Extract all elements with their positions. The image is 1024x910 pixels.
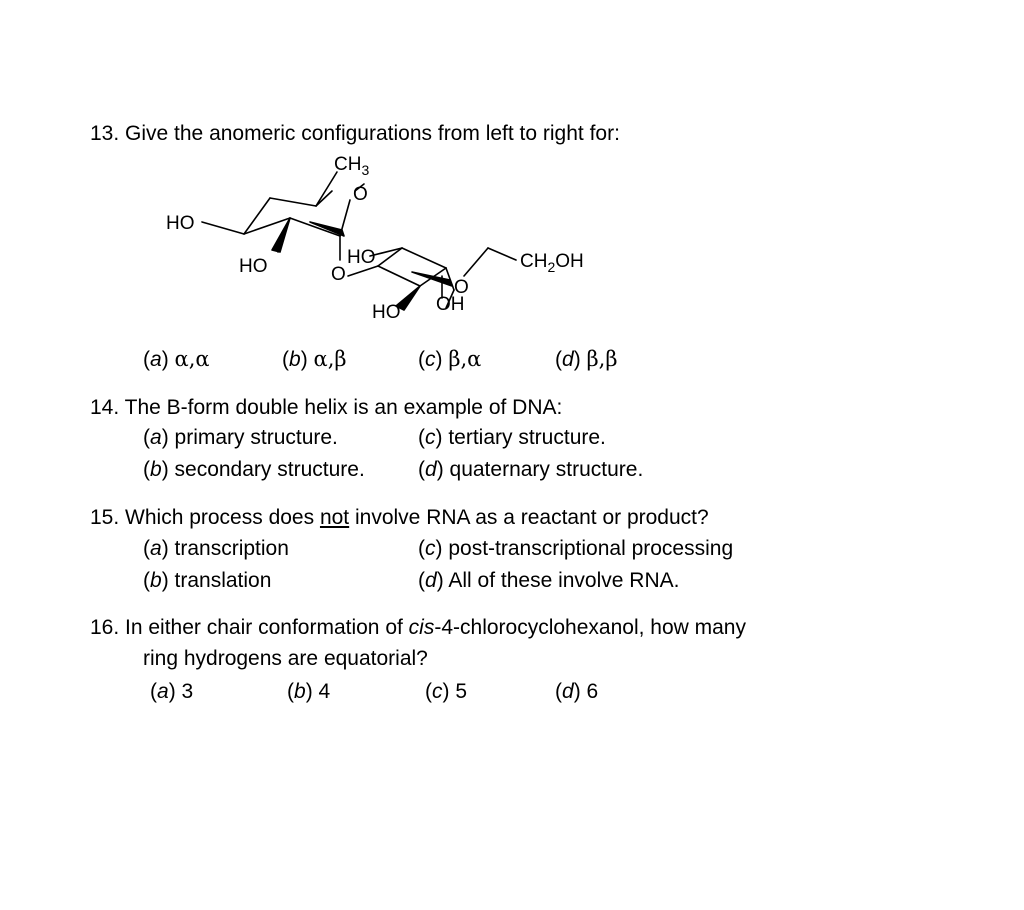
label-ho-lower1: HO — [239, 256, 268, 277]
q13-option-b[interactable]: (b) α,β — [282, 347, 347, 371]
ring2-bond-5 — [464, 248, 488, 276]
q15-option-d[interactable]: (d) All of these involve RNA. — [418, 569, 680, 592]
ring1-ho-bond — [202, 222, 244, 234]
ring2-wedge-right — [412, 272, 452, 286]
q13-stem: 13. Give the anomeric configurations from left to right for: — [90, 122, 620, 145]
ring1-bond-top-left — [244, 198, 270, 234]
label-ring1-o: O — [353, 184, 368, 205]
q16-option-c[interactable]: (c) 5 — [425, 680, 468, 703]
q14-option-a[interactable]: (a) primary structure. — [143, 426, 338, 449]
ring1-wedge-right — [310, 222, 344, 236]
label-ho-left: HO — [166, 213, 195, 234]
q13-option-c-value: β,α — [448, 347, 482, 371]
q15-option-c[interactable]: (c) post-transcriptional processing — [418, 537, 734, 560]
label-ho-ring2: HO — [347, 247, 376, 268]
q16-stem-line2: ring hydrogens are equatorial? — [143, 647, 428, 670]
ring1-bond-top — [270, 198, 316, 206]
q13-option-a[interactable]: (a) α,α — [143, 347, 210, 371]
q16-option-a[interactable]: (a) 3 — [150, 680, 194, 703]
q13-option-d-value: β,β — [586, 347, 618, 371]
q13-option-a-value: α,α — [174, 347, 210, 371]
disaccharide-structure — [150, 148, 610, 328]
q16-stem: 16. In either chair conformation of cis-4-chlorocyclohexanol, how many — [90, 616, 746, 639]
ring2-bond-2 — [402, 248, 446, 268]
label-ho-bottom: HO — [372, 302, 401, 323]
q14-option-b[interactable]: (b) secondary structure. — [143, 458, 365, 481]
label-ch2oh: $CH_2OH$ — [520, 251, 584, 275]
q15-option-a[interactable]: (a) transcription — [143, 537, 289, 560]
label-oh-bottom: OH — [436, 294, 465, 315]
q15-option-b[interactable]: (b) translation — [143, 569, 272, 592]
label-ring2-o: O — [454, 277, 469, 298]
q15-stem: 15. Which process does not involve RNA as a reactant or product? — [90, 506, 709, 529]
q15-underlined-word: not — [319, 506, 350, 529]
q13-option-c[interactable]: (c) β,α — [418, 347, 482, 371]
ring1-ch3-bond — [316, 172, 337, 206]
q13-option-b-value: α,β — [313, 347, 347, 371]
label-link-o: O — [331, 264, 346, 285]
label-ch3: $CH_3$ — [334, 154, 370, 178]
q16-option-b[interactable]: (b) 4 — [287, 680, 331, 703]
ring2-bond-6 — [378, 266, 420, 286]
q14-option-d[interactable]: (d) quaternary structure. — [418, 458, 644, 481]
q14-stem: 14. The B-form double helix is an example of DNA: — [90, 396, 563, 419]
q13-option-d[interactable]: (d) β,β — [555, 347, 618, 371]
q14-option-c[interactable]: (c) tertiary structure. — [418, 426, 606, 449]
q16-option-d[interactable]: (d) 6 — [555, 680, 599, 703]
ring2-ch2oh-bond — [488, 248, 516, 260]
